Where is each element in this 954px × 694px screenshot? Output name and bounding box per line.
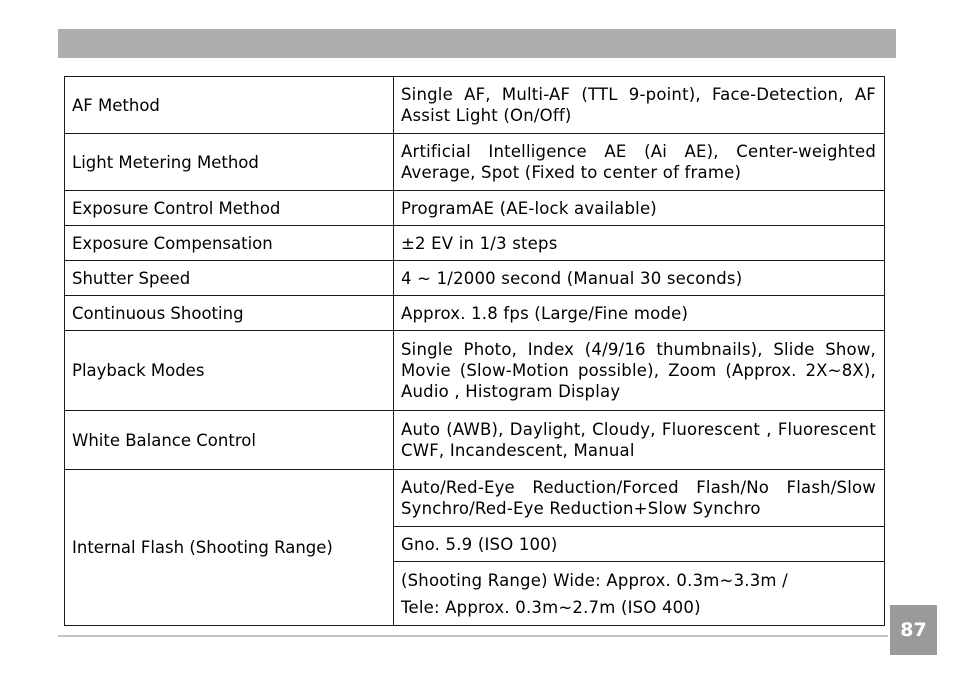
row-value: Single Photo, Index (4/9/16 thumbnails), Slide Show, Movie (Slow-Motion possible), Zoom (Approx. 2X~8X), Audio , Histogram Display: [394, 331, 885, 411]
table-row: [65, 134, 885, 191]
row-label: Internal Flash (Shooting Range): [65, 470, 394, 626]
row-label: Exposure Compensation: [65, 226, 394, 261]
row-label: AF Method: [65, 77, 394, 134]
row-label: Shutter Speed: [65, 261, 394, 296]
row-label: Light Metering Method: [65, 134, 394, 191]
table-row: [65, 411, 885, 470]
row-value: 4 ~ 1/2000 second (Manual 30 seconds): [394, 261, 885, 296]
row-label: White Balance Control: [65, 411, 394, 470]
row-value: [394, 562, 885, 626]
table-row: [65, 331, 885, 411]
row-value: Gno. 5.9 (ISO 100): [394, 527, 885, 562]
table-row: [65, 226, 885, 261]
row-label: Playback Modes: [65, 331, 394, 411]
table-row: [65, 296, 885, 331]
page-number: 87: [900, 619, 927, 641]
row-value: Approx. 1.8 fps (Large/Fine mode): [394, 296, 885, 331]
spec-table: [64, 76, 885, 626]
table-row: [65, 261, 885, 296]
row-value: Auto (AWB), Daylight, Cloudy, Fluorescent , Fluorescent CWF, Incandescent, Manual: [394, 411, 885, 470]
table-row: [65, 470, 885, 527]
row-value: Single AF, Multi-AF (TTL 9-point), Face-Detection, AF Assist Light (On/Off): [394, 77, 885, 134]
row-label: Exposure Control Method: [65, 191, 394, 226]
row-value: ProgramAE (AE-lock available): [394, 191, 885, 226]
row-value: Auto/Red-Eye Reduction/Forced Flash/No Flash/Slow Synchro/Red-Eye Reduction+Slow Synchro: [394, 470, 885, 527]
bottom-rule: [58, 635, 888, 637]
header-band: [58, 29, 896, 58]
row-value: Artificial Intelligence AE (Ai AE), Center-weighted Average, Spot (Fixed to center of frame): [394, 134, 885, 191]
page-number-badge: [890, 605, 937, 655]
table-row: [65, 77, 885, 134]
row-value: ±2 EV in 1/3 steps: [394, 226, 885, 261]
value-line: (Shooting Range) Wide: Approx. 0.3m~3.3m /: [401, 570, 788, 590]
value-line: Tele: Approx. 0.3m~2.7m (ISO 400): [401, 597, 701, 617]
table-row: [65, 191, 885, 226]
row-label: Continuous Shooting: [65, 296, 394, 331]
